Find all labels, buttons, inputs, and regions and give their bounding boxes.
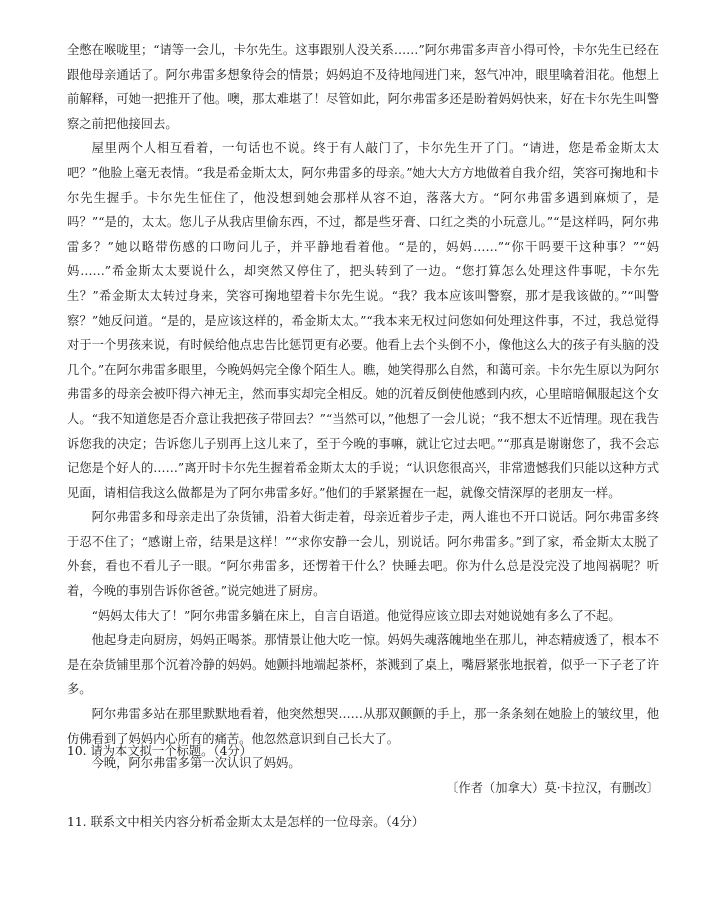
paragraph-6: 阿尔弗雷多站在那里默默地看着，他突然想哭……从那双颤颤的手上，那一条条刻在她脸上的皱纹里，他仿佛看到了妈妈内心所有的痛苦。他忽然意识到自己长大了。	[67, 707, 659, 746]
paragraph-5: 他起身走向厨房，妈妈正喝茶。那情景让他大吃一惊。妈妈失魂落魄地坐在那儿，神态精疲透了，根本不是在杂货铺里那个沉着冷静的妈妈。她颤抖地端起茶杯，茶溅到了桌上，嘴唇紧张地抿着，似乎一下子老了许多。	[67, 633, 659, 697]
question-11: 11. 联系文中相关内容分析希金斯太太是怎样的一位母亲。（4分）	[67, 815, 425, 829]
paragraph-7: 今晚，阿尔弗雷多第一次认识了妈妈。	[91, 756, 301, 771]
paragraph-1: 全憋在喉咙里；“请等一会儿，卡尔先生。这事跟别人没关系……”阿尔弗雷多声音小得可怜，卡尔先生已经在跟他母亲通话了。阿尔弗雷多想象待会的情景；妈妈迫不及待地闯进门来，怒气冲冲，眼里噙着泪花。他想上前解释，可她一把推开了他。噢，那太难堪了！尽管如此，阿尔弗雷多还是盼着妈妈快来，好在卡尔先生叫警察之前把他接回去。	[67, 43, 659, 131]
paragraph-3: 阿尔弗雷多和母亲走出了杂货铺，沿着大街走着，母亲近着步子走，两人谁也不开口说话。阿尔弗雷多终于忍不住了；“感谢上帝，结果是这样！”“求你安静一会儿，别说话。阿尔弗雷多。”到了家，希金斯太太脱了外套，看也不看儿子一眼。“阿尔弗雷多，还愣着干什么？快睡去吧。你为什么总是没完没了地闯祸呢？听着，今晚的事别告诉你爸爸。”说完她进了厨房。	[67, 510, 659, 599]
passage-text	[67, 38, 659, 800]
paragraph-2: 屋里两个人相互看着，一句话也不说。终于有人敲门了，卡尔先生开了门。“请进，您是希金斯太太吧？”他脸上毫无表情。“我是希金斯太太，阿尔弗雷多的母亲。”她大大方方地做着自我介绍，笑容可掬地和卡尔先生握手。卡尔先生怔住了，他没想到她会那样从容不迫，落落大方。“阿尔弗雷多遇到麻烦了，是吗？”“是的，太太。您儿子从我店里偷东西，不过，都是些牙膏、口红之类的小玩意儿。”“是这样吗，阿尔弗雷多？”她以略带伤感的口吻问儿子，并平静地看着他。“是的，妈妈……”“你干吗要干这种事？”“妈妈……”希金斯太太要说什么，却突然又停住了，把头转到了一边。“您打算怎么处理这件事呢，卡尔先生？”希金斯太太转过身来，笑容可掬地望着卡尔先生说。“我？我本应该叫警察，那才是我该做的。”“叫警察？”她反问道。“是的，是应该这样的，希金斯太太。”“我本来无权过问您如何处理这件事，不过，我总觉得对于一个男孩来说，有时候给他点忠告比惩罚更有必要。他看上去个头倒不小，像他这么大的孩子有头脑的没几个。”在阿尔弗雷多眼里，今晚妈妈完全像个陌生人。瞧，她笑得那么自然，和蔼可亲。卡尔先生原以为阿尔弗雷多的母亲会被吓得六神无主，然而事实却完全相反。她的沉着反倒使他感到内疚，心里暗暗佩服起这个女人。“我不知道您是否介意让我把孩子带回去？”“当然可以，”他想了一会儿说；“我不想太不近情理。现在我告诉您我的决定；告诉您儿子别再上这儿来了，至于今晚的事嘛，就让它过去吧。”“那真是谢谢您了，我不会忘记您是个好人的……”离开时卡尔先生握着希金斯太太的手说；“认识您很高兴，非常遗憾我们只能以这种方式见面，请相信我这么做都是为了阿尔弗雷多好。”他们的手紧紧握在一起，就像交情深厚的老朋友一样。	[67, 141, 659, 500]
paragraph-4: “妈妈太伟大了！”阿尔弗雷多躺在床上，自言自语道。他觉得应该立即去对她说她有多么了不起。	[91, 608, 621, 623]
author-source: 〔作者（加拿大）莫·卡拉汉，有删改〕	[446, 780, 659, 795]
question-10: 10. 请为本文拟一个标题。（4分）	[67, 744, 252, 758]
